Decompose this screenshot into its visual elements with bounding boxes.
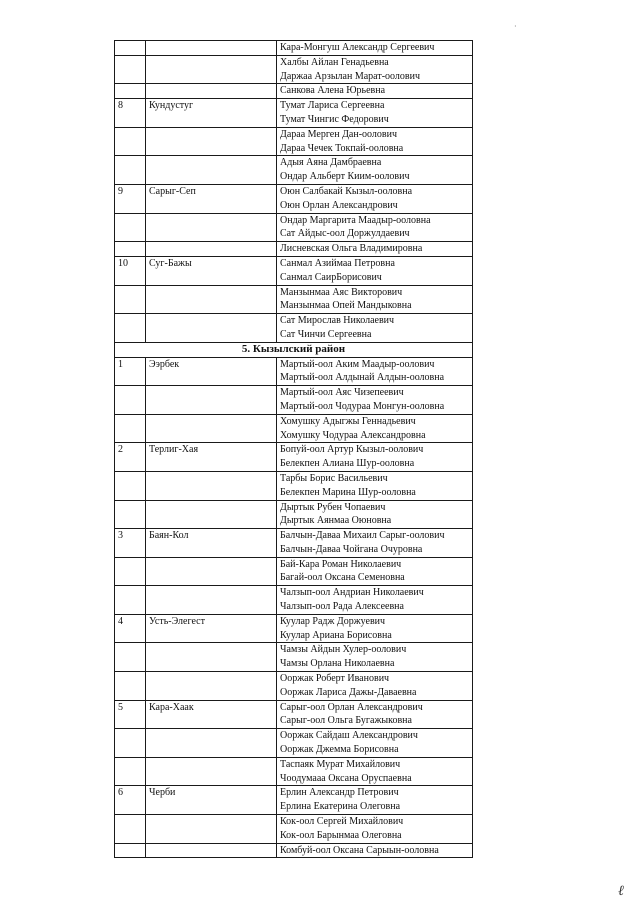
person-name: Оюн Орлан Александрович — [280, 199, 398, 211]
person-name: Сат Чинчи Сергеевна — [280, 328, 372, 340]
settlement-number — [115, 414, 146, 443]
table-row — [115, 529, 473, 558]
settlement-number — [115, 843, 146, 858]
settlement-number — [115, 213, 146, 242]
table-row — [115, 242, 473, 257]
family-names-cell — [277, 84, 473, 99]
person-name: Сарыг-оол Орлан Александрович — [280, 701, 423, 713]
person-name: Дыртык Аянмаа Оюновна — [280, 515, 392, 527]
person-name: Таспаяк Мурат Михайлович — [280, 758, 401, 770]
person-name: Хомушку Адыгжы Геннадьевич — [280, 415, 416, 427]
person-name: Сат Мирослав Николаевич — [280, 315, 395, 327]
settlement-name: Кара-Хаак — [146, 700, 277, 729]
person-name: Манзынмаа Аяс Викторович — [280, 286, 403, 298]
settlement-number: 3 — [115, 529, 146, 558]
family-names-cell — [277, 55, 473, 84]
settlement-name — [146, 586, 277, 615]
table-row — [115, 256, 473, 285]
table-row — [115, 184, 473, 213]
family-names-cell — [277, 529, 473, 558]
person-name: Хомушку Чодураа Александровна — [280, 429, 426, 441]
table-row — [115, 557, 473, 586]
settlement-name — [146, 471, 277, 500]
person-name: Кок-оол Сергей Михайлович — [280, 816, 404, 828]
table-row — [115, 84, 473, 99]
table-row — [115, 614, 473, 643]
person-name: Дараа Чечек Токпай-ооловна — [280, 142, 404, 154]
table-row — [115, 414, 473, 443]
person-name: Адыя Аяна Дамбраевна — [280, 157, 382, 169]
settlement-name — [146, 41, 277, 56]
settlement-name: Терлиг-Хая — [146, 443, 277, 472]
person-name: Куулар Радж Доржуевич — [280, 615, 386, 627]
settlement-name — [146, 500, 277, 529]
table-row — [115, 99, 473, 128]
family-names-cell — [277, 184, 473, 213]
family-names-cell — [277, 586, 473, 615]
person-name: Белекпен Марина Шур-ооловна — [280, 486, 416, 498]
family-names-cell — [277, 500, 473, 529]
table-row — [115, 729, 473, 758]
person-name: Кара-Монгуш Александр Сергеевич — [280, 42, 435, 53]
section-header-row — [115, 342, 473, 357]
settlement-name: Усть-Элегест — [146, 614, 277, 643]
person-name: Сарыг-оол Ольга Бугажыковна — [280, 715, 412, 727]
table-row — [115, 213, 473, 242]
settlement-number — [115, 815, 146, 844]
settlement-name: Ээрбек — [146, 357, 277, 386]
table-row — [115, 471, 473, 500]
person-name: Санмал Азиймаа Петровна — [280, 257, 395, 269]
table-row — [115, 314, 473, 343]
table-row — [115, 443, 473, 472]
table-row — [115, 500, 473, 529]
settlement-number — [115, 471, 146, 500]
person-name: Тумат Чингис Федорович — [280, 113, 389, 125]
family-names-cell — [277, 99, 473, 128]
person-name: Дараа Мерген Дан-оолович — [280, 128, 397, 140]
settlement-name — [146, 843, 277, 858]
settlement-name — [146, 127, 277, 156]
settlement-name — [146, 285, 277, 314]
table-row — [115, 55, 473, 84]
person-name: Балчын-Даваа Михаил Сарыг-оолович — [280, 530, 445, 542]
person-name: Сат Айдыс-оол Доржулдаевич — [280, 228, 410, 240]
person-name: Белекпен Алиана Шур-ооловна — [280, 458, 415, 470]
settlement-name — [146, 757, 277, 786]
family-names-cell — [277, 256, 473, 285]
family-names-cell — [277, 127, 473, 156]
settlement-number — [115, 41, 146, 56]
settlement-name — [146, 213, 277, 242]
person-name: Ооржак Сайдаш Александрович — [280, 730, 418, 742]
person-name: Куулар Ариана Борисовна — [280, 629, 392, 641]
table-row — [115, 815, 473, 844]
person-name: Манзынмаа Опей Мандыковна — [280, 300, 412, 312]
person-name: Ондар Альберт Киим-оолович — [280, 171, 410, 183]
family-names-cell — [277, 156, 473, 185]
family-names-cell — [277, 414, 473, 443]
settlement-number — [115, 242, 146, 257]
family-names-cell — [277, 285, 473, 314]
table-row — [115, 786, 473, 815]
family-names-cell — [277, 815, 473, 844]
settlement-name: Кундустуг — [146, 99, 277, 128]
person-name: Дыртык Рубен Чопаевич — [280, 501, 386, 513]
person-name: Комбуй-оол Оксана Сарыын-ооловна — [280, 844, 439, 856]
person-name: Тумат Лариса Сергеевна — [280, 100, 385, 112]
settlement-name — [146, 557, 277, 586]
settlement-name — [146, 314, 277, 343]
settlement-name — [146, 55, 277, 84]
person-name: Чоодумааа Оксана Оруспаевна — [280, 772, 412, 784]
family-names-cell — [277, 786, 473, 815]
person-name: Даржаа Арзылан Марат-оолович — [280, 70, 421, 82]
person-name: Бопуй-оол Артур Кызыл-оолович — [280, 444, 424, 456]
settlement-name — [146, 156, 277, 185]
table-row — [115, 672, 473, 701]
section-title: 5. Кызылский район — [115, 342, 473, 357]
table-row — [115, 127, 473, 156]
settlement-number: 5 — [115, 700, 146, 729]
family-names-cell — [277, 672, 473, 701]
person-name: Халбы Айлан Генадьевна — [280, 56, 389, 68]
person-name: Мартый-оол Алдынай Алдын-ооловна — [280, 372, 445, 384]
settlement-name — [146, 815, 277, 844]
person-name: Чалзып-оол Андриан Николаевич — [280, 587, 424, 599]
table-row — [115, 700, 473, 729]
person-name: Оюн Салбакай Кызыл-ооловна — [280, 185, 413, 197]
family-names-cell — [277, 557, 473, 586]
person-name: Мартый-оол Аким Маадыр-оолович — [280, 358, 435, 370]
person-name: Кок-оол Барынмаа Олеговна — [280, 829, 402, 841]
person-name: Ерлина Екатерина Олеговна — [280, 801, 401, 813]
settlement-number: 2 — [115, 443, 146, 472]
settlement-number: 8 — [115, 99, 146, 128]
settlement-number: 4 — [115, 614, 146, 643]
settlement-number: 1 — [115, 357, 146, 386]
family-names-cell — [277, 443, 473, 472]
person-name: Чамзы Айдын Хулер-оолович — [280, 644, 407, 656]
person-name: Чалзып-оол Рада Алексеевна — [280, 601, 404, 613]
settlement-number — [115, 127, 146, 156]
person-name: Ооржак Роберт Иванович — [280, 673, 390, 685]
settlement-number — [115, 729, 146, 758]
settlement-number — [115, 55, 146, 84]
person-name: Санмал СаирБорисович — [280, 271, 382, 283]
scan-dot-mark: · — [514, 22, 517, 31]
family-names-cell — [277, 643, 473, 672]
family-names-cell — [277, 729, 473, 758]
roster-table — [114, 40, 473, 858]
person-name: Мартый-оол Чодураа Монгун-ооловна — [280, 400, 445, 412]
family-names-cell — [277, 700, 473, 729]
roster-body-continued — [115, 41, 473, 343]
family-names-cell — [277, 757, 473, 786]
roster-body-kyzyl — [115, 357, 473, 858]
settlement-number — [115, 84, 146, 99]
settlement-number — [115, 672, 146, 701]
handwritten-signature-mark: ℓ — [618, 884, 624, 899]
family-names-cell — [277, 357, 473, 386]
settlement-name — [146, 729, 277, 758]
settlement-number — [115, 285, 146, 314]
table-row — [115, 386, 473, 415]
settlement-name — [146, 84, 277, 99]
person-name: Бай-Кара Роман Николаевич — [280, 558, 402, 570]
person-name: Балчын-Даваа Чойгана Очуровна — [280, 543, 423, 555]
section-header-body — [115, 342, 473, 357]
table-row — [115, 643, 473, 672]
settlement-name — [146, 242, 277, 257]
settlement-name — [146, 643, 277, 672]
family-names-cell — [277, 242, 473, 257]
settlement-number — [115, 586, 146, 615]
settlement-name — [146, 672, 277, 701]
family-names-cell — [277, 386, 473, 415]
settlement-number — [115, 386, 146, 415]
family-names-cell — [277, 314, 473, 343]
settlement-number — [115, 757, 146, 786]
person-name: Ерлин Александр Петрович — [280, 787, 399, 799]
settlement-number: 10 — [115, 256, 146, 285]
settlement-name: Черби — [146, 786, 277, 815]
settlement-number — [115, 557, 146, 586]
family-names-cell — [277, 843, 473, 858]
settlement-number — [115, 500, 146, 529]
family-names-cell — [277, 213, 473, 242]
person-name: Мартый-оол Аяс Чизепеевич — [280, 387, 404, 399]
table-row — [115, 357, 473, 386]
table-row — [115, 843, 473, 858]
family-names-cell — [277, 614, 473, 643]
table-row — [115, 156, 473, 185]
table-row — [115, 757, 473, 786]
person-name: Ооржак Лариса Дажы-Даваевна — [280, 686, 417, 698]
settlement-number — [115, 643, 146, 672]
person-name: Ондар Маргарита Маадыр-ооловна — [280, 214, 431, 226]
person-name: Багай-оол Оксана Семеновна — [280, 572, 405, 584]
family-names-cell — [277, 41, 473, 56]
settlement-number: 6 — [115, 786, 146, 815]
family-names-cell — [277, 471, 473, 500]
settlement-name: Сарыг-Сеп — [146, 184, 277, 213]
settlement-number — [115, 156, 146, 185]
person-name: Чамзы Орлана Николаевна — [280, 658, 395, 670]
settlement-number — [115, 314, 146, 343]
table-row — [115, 41, 473, 56]
settlement-name — [146, 414, 277, 443]
settlement-number: 9 — [115, 184, 146, 213]
person-name: Лисневская Ольга Владимировна — [280, 243, 423, 255]
table-row — [115, 285, 473, 314]
person-name: Тарбы Борис Васильевич — [280, 472, 388, 484]
table-row — [115, 586, 473, 615]
person-name: Ооржак Джемма Борисовна — [280, 744, 399, 756]
person-name: Санкова Алена Юрьевна — [280, 85, 386, 97]
settlement-name: Баян-Кол — [146, 529, 277, 558]
settlement-name — [146, 386, 277, 415]
settlement-name: Суг-Бажы — [146, 256, 277, 285]
